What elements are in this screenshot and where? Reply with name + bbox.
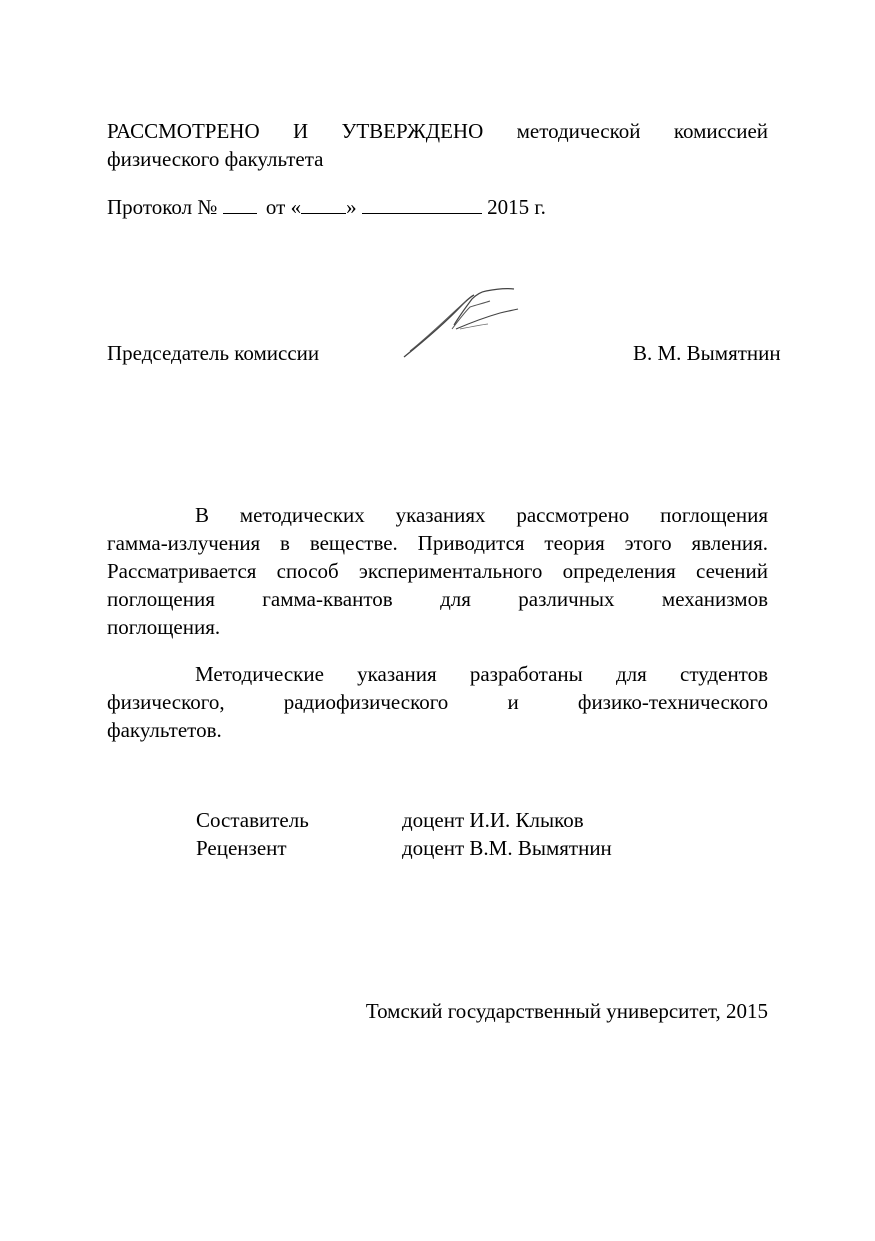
credit-person: доцент В.М. Вымятнин	[402, 836, 612, 860]
credit-person: доцент И.И. Клыков	[402, 808, 584, 832]
protocol-close-quote: »	[346, 195, 357, 219]
approval-word: методической	[516, 119, 641, 143]
protocol-line	[107, 193, 768, 221]
credit-row-reviewer	[196, 834, 612, 862]
approval-line-2: физического факультета	[107, 147, 324, 171]
audience-statement	[107, 660, 768, 744]
publisher-footer: Томский государственный университет, 2015	[365, 999, 768, 1023]
credit-role: Рецензент	[196, 836, 287, 860]
signature-icon	[400, 285, 520, 365]
protocol-day-blank	[301, 193, 346, 214]
approval-line-1	[107, 117, 768, 145]
credit-row-compiler	[196, 806, 612, 834]
protocol-year: 2015 г.	[487, 195, 546, 219]
protocol-from: от «	[265, 195, 302, 219]
abstract-line: поглощения гамма-квантов для различных механизмов	[107, 587, 768, 611]
audience-line: Методические указания разработаны для студентов	[195, 662, 768, 686]
approval-word: УТВЕРЖДЕНО	[341, 119, 484, 143]
credits	[196, 806, 612, 862]
protocol-number-blank	[223, 193, 257, 214]
approval-word: И	[292, 119, 309, 143]
abstract-line: В методических указаниях рассмотрено поглощения	[195, 503, 768, 527]
abstract	[107, 501, 768, 641]
chair-name: В. М. Вымятнин	[633, 341, 781, 365]
approval-word: РАССМОТРЕНО	[107, 119, 260, 143]
audience-line: факультетов.	[107, 718, 222, 742]
approval-statement	[107, 117, 768, 173]
abstract-line: Рассматривается способ экспериментального определения сечений	[107, 559, 768, 583]
audience-line: физического, радиофизического и физико-технического	[107, 690, 768, 714]
protocol-month-blank	[362, 193, 482, 214]
credit-role: Составитель	[196, 808, 309, 832]
chair-label: Председатель комиссии	[107, 341, 320, 365]
abstract-line: гамма-излучения в веществе. Приводится теория этого явления.	[107, 531, 768, 555]
protocol-prefix: Протокол №	[107, 195, 218, 219]
approval-word: комиссией	[673, 119, 769, 143]
abstract-line: поглощения.	[107, 615, 221, 639]
